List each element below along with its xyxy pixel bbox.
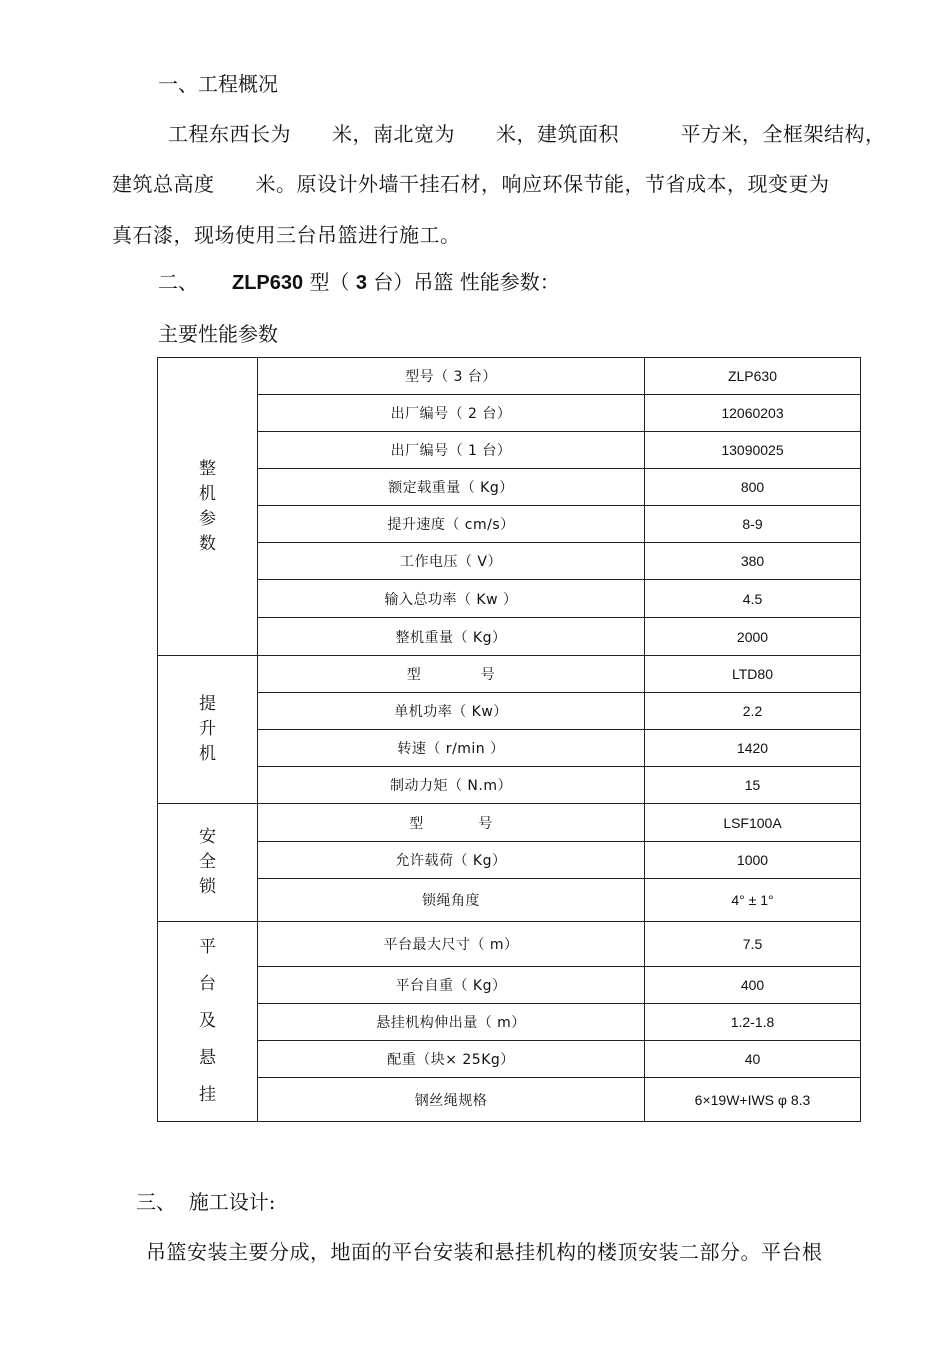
group-char: 及 <box>199 1011 216 1031</box>
section-3-title: 三、 施工设计: <box>136 1190 276 1214</box>
param-value: 6×19W+IWS φ 8.3 <box>645 1078 861 1122</box>
table-row <box>158 730 861 767</box>
param-value: 2000 <box>645 618 861 656</box>
param-label: 型 号 <box>258 656 645 693</box>
table-row <box>158 543 861 580</box>
table-row <box>158 358 861 395</box>
overview-line-1: 工程东西长为 米，南北宽为 米，建筑面积 平方米，全框架结构， <box>168 122 886 146</box>
section-2-count: 3 <box>355 272 367 294</box>
param-label: 出厂编号（ 1 台） <box>258 432 645 469</box>
section-1-title: 一、工程概况 <box>158 72 278 96</box>
table-row <box>158 842 861 879</box>
param-value: 400 <box>645 967 861 1004</box>
table-row <box>158 395 861 432</box>
param-value: 15 <box>645 767 861 804</box>
table-row <box>158 693 861 730</box>
param-value: 800 <box>645 469 861 506</box>
param-label: 制动力矩（ N.m） <box>258 767 645 804</box>
param-label: 平台自重（ Kg） <box>258 967 645 1004</box>
group-char: 整 <box>199 458 216 479</box>
param-label: 工作电压（ V） <box>258 543 645 580</box>
param-value: 4° ± 1° <box>645 879 861 922</box>
section-2-title <box>158 266 560 295</box>
table-row <box>158 804 861 842</box>
param-value: 1420 <box>645 730 861 767</box>
param-label: 型 号 <box>258 804 645 842</box>
param-value: 13090025 <box>645 432 861 469</box>
group-cell-hoist <box>158 656 258 804</box>
table-row <box>158 580 861 618</box>
table-row <box>158 469 861 506</box>
table-row <box>158 879 861 922</box>
spec-table <box>157 357 861 1122</box>
group-char: 台 <box>199 974 216 994</box>
group-char: 安 <box>199 827 216 847</box>
group-char: 数 <box>199 533 216 554</box>
table-row <box>158 967 861 1004</box>
table-row <box>158 506 861 543</box>
param-label: 出厂编号（ 2 台） <box>258 395 645 432</box>
table-row <box>158 432 861 469</box>
group-char: 提 <box>199 694 216 714</box>
construction-line-1: 吊篮安装主要分成，地面的平台安装和悬挂机构的楼顶安装二部分。平台根 <box>146 1240 823 1264</box>
table-row <box>158 618 861 656</box>
section-2-model: ZLP630 <box>232 272 304 294</box>
group-char: 参 <box>199 508 216 529</box>
param-label: 悬挂机构伸出量（ m） <box>258 1004 645 1041</box>
param-label: 整机重量（ Kg） <box>258 618 645 656</box>
param-label: 钢丝绳规格 <box>258 1078 645 1122</box>
group-cell-safety-lock <box>158 804 258 922</box>
group-char: 机 <box>199 483 216 504</box>
param-value: 380 <box>645 543 861 580</box>
table-row <box>158 922 861 967</box>
param-label: 型号（ 3 台） <box>258 358 645 395</box>
group-char: 全 <box>199 852 216 872</box>
section-2-number: 二、 <box>158 270 198 294</box>
param-value: LTD80 <box>645 656 861 693</box>
table-row <box>158 1078 861 1122</box>
group-cell-machine <box>158 358 258 656</box>
group-char: 升 <box>199 719 216 739</box>
group-char: 平 <box>199 937 216 957</box>
param-label: 平台最大尺寸（ m） <box>258 922 645 967</box>
param-value: 1000 <box>645 842 861 879</box>
overview-line-3: 真石漆，现场使用三台吊篮进行施工。 <box>112 223 461 247</box>
param-label: 允许载荷（ Kg） <box>258 842 645 879</box>
table-row <box>158 1041 861 1078</box>
param-value: 7.5 <box>645 922 861 967</box>
param-label: 配重（块× 25Kg） <box>258 1041 645 1078</box>
param-value: 4.5 <box>645 580 861 618</box>
param-label: 转速（ r/min ） <box>258 730 645 767</box>
param-value: 8-9 <box>645 506 861 543</box>
group-char: 悬 <box>199 1048 216 1068</box>
param-label: 额定载重量（ Kg） <box>258 469 645 506</box>
group-cell-platform-suspension <box>158 922 258 1122</box>
param-value: 2.2 <box>645 693 861 730</box>
table-row <box>158 767 861 804</box>
section-2-type: 型（ <box>309 270 350 294</box>
section-2-rest: 台）吊篮 性能参数： <box>373 270 560 294</box>
param-label: 提升速度（ cm/s） <box>258 506 645 543</box>
overview-line-2: 建筑总高度 米。原设计外墙干挂石材，响应环保节能，节省成本，现变更为 <box>112 172 830 196</box>
param-value: LSF100A <box>645 804 861 842</box>
param-label: 单机功率（ Kw） <box>258 693 645 730</box>
param-value: ZLP630 <box>645 358 861 395</box>
table-row <box>158 1004 861 1041</box>
group-char: 锁 <box>199 877 216 897</box>
param-label: 锁绳角度 <box>258 879 645 922</box>
table-caption: 主要性能参数 <box>158 322 278 346</box>
param-value: 12060203 <box>645 395 861 432</box>
param-value: 1.2-1.8 <box>645 1004 861 1041</box>
group-char: 机 <box>199 744 216 764</box>
param-value: 40 <box>645 1041 861 1078</box>
param-label: 输入总功率（ Kw ） <box>258 580 645 618</box>
group-char: 挂 <box>199 1085 216 1105</box>
table-row <box>158 656 861 693</box>
